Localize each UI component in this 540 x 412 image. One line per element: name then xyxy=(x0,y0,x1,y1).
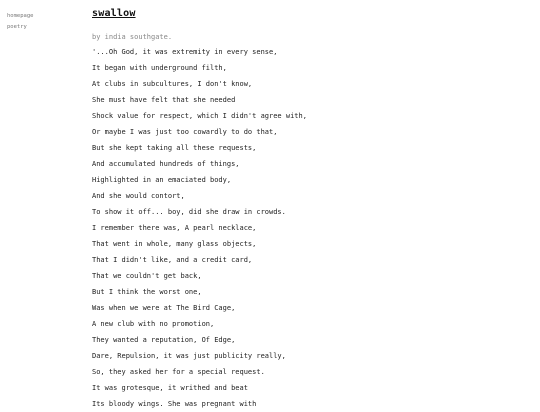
poem-line: That went in whole, many glass objects, xyxy=(92,240,257,248)
poem-line: Highlighted in an emaciated body, xyxy=(92,176,232,184)
poem-line: But she kept taking all these requests, xyxy=(92,144,257,152)
poem-line: They wanted a reputation, Of Edge, xyxy=(92,336,236,344)
poem-line: Or maybe I was just too cowardly to do that, xyxy=(92,128,278,136)
poem-line: So, they asked her for a special request. xyxy=(92,368,265,376)
poem-title: swallow xyxy=(92,8,136,19)
poem-line: That I didn't like, and a credit card, xyxy=(92,256,253,264)
poem-byline: by india southgate. xyxy=(92,33,173,41)
poem-line: To show it off... boy, did she draw in crowds. xyxy=(92,208,286,216)
sidebar-nav xyxy=(7,11,77,33)
poem-line: Its bloody wings. She was pregnant with xyxy=(92,400,257,408)
poem-line: She must have felt that she needed xyxy=(92,96,236,104)
poem-content xyxy=(92,6,532,412)
poem-line: At clubs in subcultures, I don't know, xyxy=(92,80,253,88)
poem-lines xyxy=(92,44,532,412)
poem-line: And accumulated hundreds of things, xyxy=(92,160,240,168)
poem-line: Shock value for respect, which I didn't agree with, xyxy=(92,112,307,120)
poem-line: Was when we were at The Bird Cage, xyxy=(92,304,236,312)
poem-line: Dare, Repulsion, it was just publicity really, xyxy=(92,352,286,360)
poem-line: That we couldn't get back, xyxy=(92,272,202,280)
poem-line: And she would contort, xyxy=(92,192,185,200)
poem-line: '...Oh God, it was extremity in every sense, xyxy=(92,48,278,56)
poem-line: I remember there was, A pearl necklace, xyxy=(92,224,257,232)
poem-line: But I think the worst one, xyxy=(92,288,202,296)
poem-line: It began with underground filth, xyxy=(92,64,227,72)
poem-line: A new club with no promotion, xyxy=(92,320,215,328)
poem-line: It was grotesque, it writhed and beat xyxy=(92,384,248,392)
nav-link-homepage[interactable]: homepage xyxy=(7,13,34,19)
nav-link-poetry[interactable]: poetry xyxy=(7,24,27,30)
